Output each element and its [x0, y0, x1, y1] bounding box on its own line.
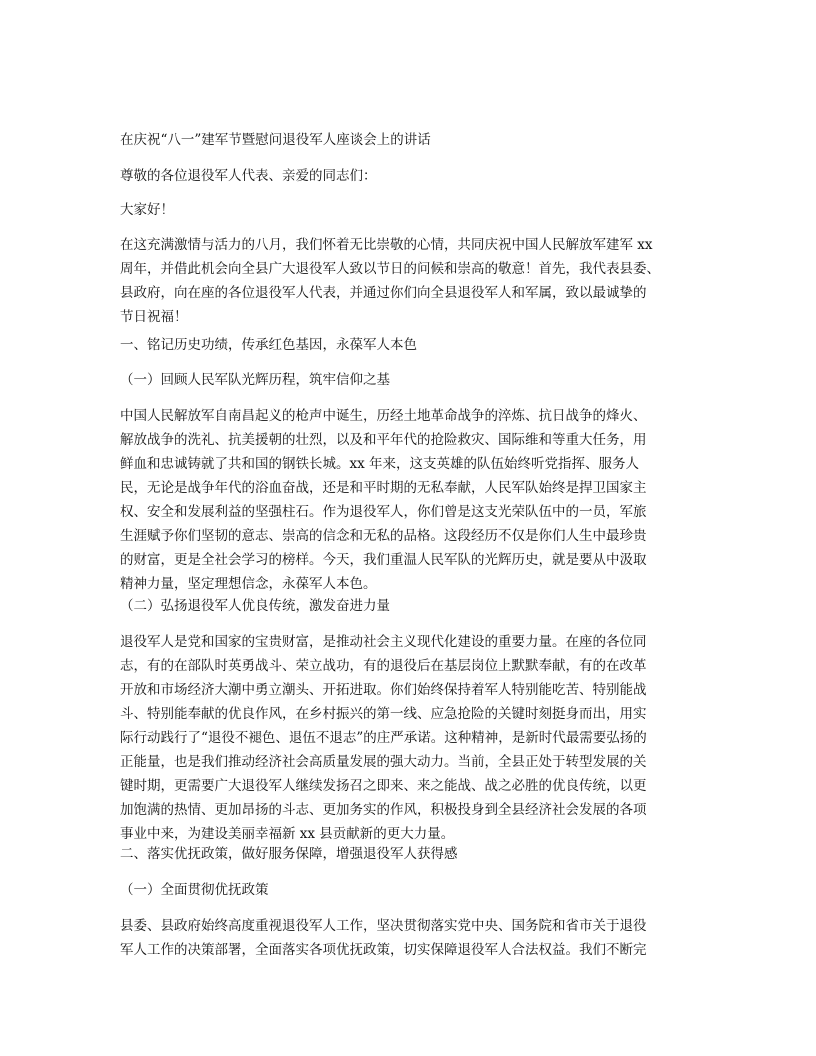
subsection-heading	[120, 878, 710, 902]
paragraph-line: 县委、县政府始终高度重视退役军人工作，坚决贯彻落实党中央、国务院和省市关于退役	[120, 918, 647, 934]
subsection-2-1-paragraph	[120, 914, 710, 962]
subsection-heading	[120, 368, 710, 392]
salutation-text: 尊敬的各位退役军人代表、亲爱的同志们：	[120, 168, 377, 184]
paragraph-line: 节日祝福！	[120, 309, 188, 325]
intro-paragraph	[120, 233, 710, 329]
section-1-heading: 一、铭记历史功绩，传承红色基因，永葆军人本色	[120, 337, 417, 353]
paragraph-line: 事业中来，为建设美丽幸福新 xx 县贡献新的更大力量。	[120, 826, 455, 842]
subsection-1-2-heading: （二）弘扬退役军人优良传统，激发奋进力量	[120, 598, 390, 614]
paragraph-line: 正能量，也是我们推动经济社会高质量发展的强大动力。当前，全县正处于转型发展的关	[120, 754, 647, 770]
paragraph-line: 际行动践行了“退役不褪色、退伍不退志”的庄严承诺。这种精神，是新时代最需要弘扬的	[120, 730, 647, 746]
title-text: 在庆祝“八一”建军节暨慰问退役军人座谈会上的讲话	[120, 132, 431, 148]
paragraph-line: 的财富，更是全社会学习的榜样。今天，我们重温人民军队的光辉历史，就是要从中汲取	[120, 552, 647, 568]
subsection-heading	[120, 594, 710, 618]
document-title	[120, 128, 710, 152]
paragraph-line: 在这充满激情与活力的八月，我们怀着无比崇敬的心情，共同庆祝中国人民解放军建军 xx	[120, 237, 653, 253]
paragraph-line: 县政府，向在座的各位退役军人代表，并通过你们向全县退役军人和军属，致以最诚挚的	[120, 285, 647, 301]
greeting	[120, 198, 710, 222]
salutation	[120, 164, 710, 188]
subsection-1-1-paragraph	[120, 404, 710, 596]
paragraph-line: 解放战争的洗礼、抗美援朝的壮烈，以及和平年代的抢险救灾、国际维和等重大任务，用	[120, 432, 647, 448]
paragraph-line: 权、安全和发展利益的坚强柱石。作为退役军人，你们曾是这支光荣队伍中的一员，军旅	[120, 504, 647, 520]
section-heading	[120, 333, 710, 357]
paragraph-line: 军人工作的决策部署，全面落实各项优抚政策，切实保障退役军人合法权益。我们不断完	[120, 942, 647, 958]
greeting-text: 大家好！	[120, 202, 174, 218]
paragraph-line: 退役军人是党和国家的宝贵财富，是推动社会主义现代化建设的重要力量。在座的各位同	[120, 634, 647, 650]
subsection-2-1-heading: （一）全面贯彻优抚政策	[120, 882, 269, 898]
paragraph-line: 生涯赋予你们坚韧的意志、崇高的信念和无私的品格。这段经历不仅是你们人生中最珍贵	[120, 528, 647, 544]
section-2-heading: 二、落实优抚政策，做好服务保障，增强退役军人获得感	[120, 846, 458, 862]
paragraph-line: 鲜血和忠诚铸就了共和国的钢铁长城。xx 年来，这支英雄的队伍始终听党指挥、服务人	[120, 456, 640, 472]
section-heading	[120, 842, 710, 866]
paragraph-line: 加饱满的热情、更加昂扬的斗志、更加务实的作风，积极投身到全县经济社会发展的各项	[120, 802, 647, 818]
subsection-1-2-paragraph	[120, 630, 710, 846]
paragraph-line: 民，无论是战争年代的浴血奋战，还是和平时期的无私奉献，人民军队始终是捍卫国家主	[120, 480, 647, 496]
paragraph-line: 中国人民解放军自南昌起义的枪声中诞生，历经土地革命战争的淬炼、抗日战争的烽火、	[120, 408, 647, 424]
paragraph-line: 开放和市场经济大潮中勇立潮头、开拓进取。你们始终保持着军人特别能吃苦、特别能战	[120, 682, 647, 698]
paragraph-line: 志，有的在部队时英勇战斗、荣立战功，有的退役后在基层岗位上默默奉献，有的在改革	[120, 658, 647, 674]
subsection-1-1-heading: （一）回顾人民军队光辉历程，筑牢信仰之基	[120, 372, 390, 388]
paragraph-line: 周年，并借此机会向全县广大退役军人致以节日的问候和崇高的敬意！首先，我代表县委、	[120, 261, 660, 277]
paragraph-line: 键时期，更需要广大退役军人继续发扬召之即来、来之能战、战之必胜的优良传统，以更	[120, 778, 647, 794]
paragraph-line: 精神力量，坚定理想信念，永葆军人本色。	[120, 576, 377, 592]
paragraph-line: 斗、特别能奉献的优良作风，在乡村振兴的第一线、应急抢险的关键时刻挺身而出，用实	[120, 706, 647, 722]
